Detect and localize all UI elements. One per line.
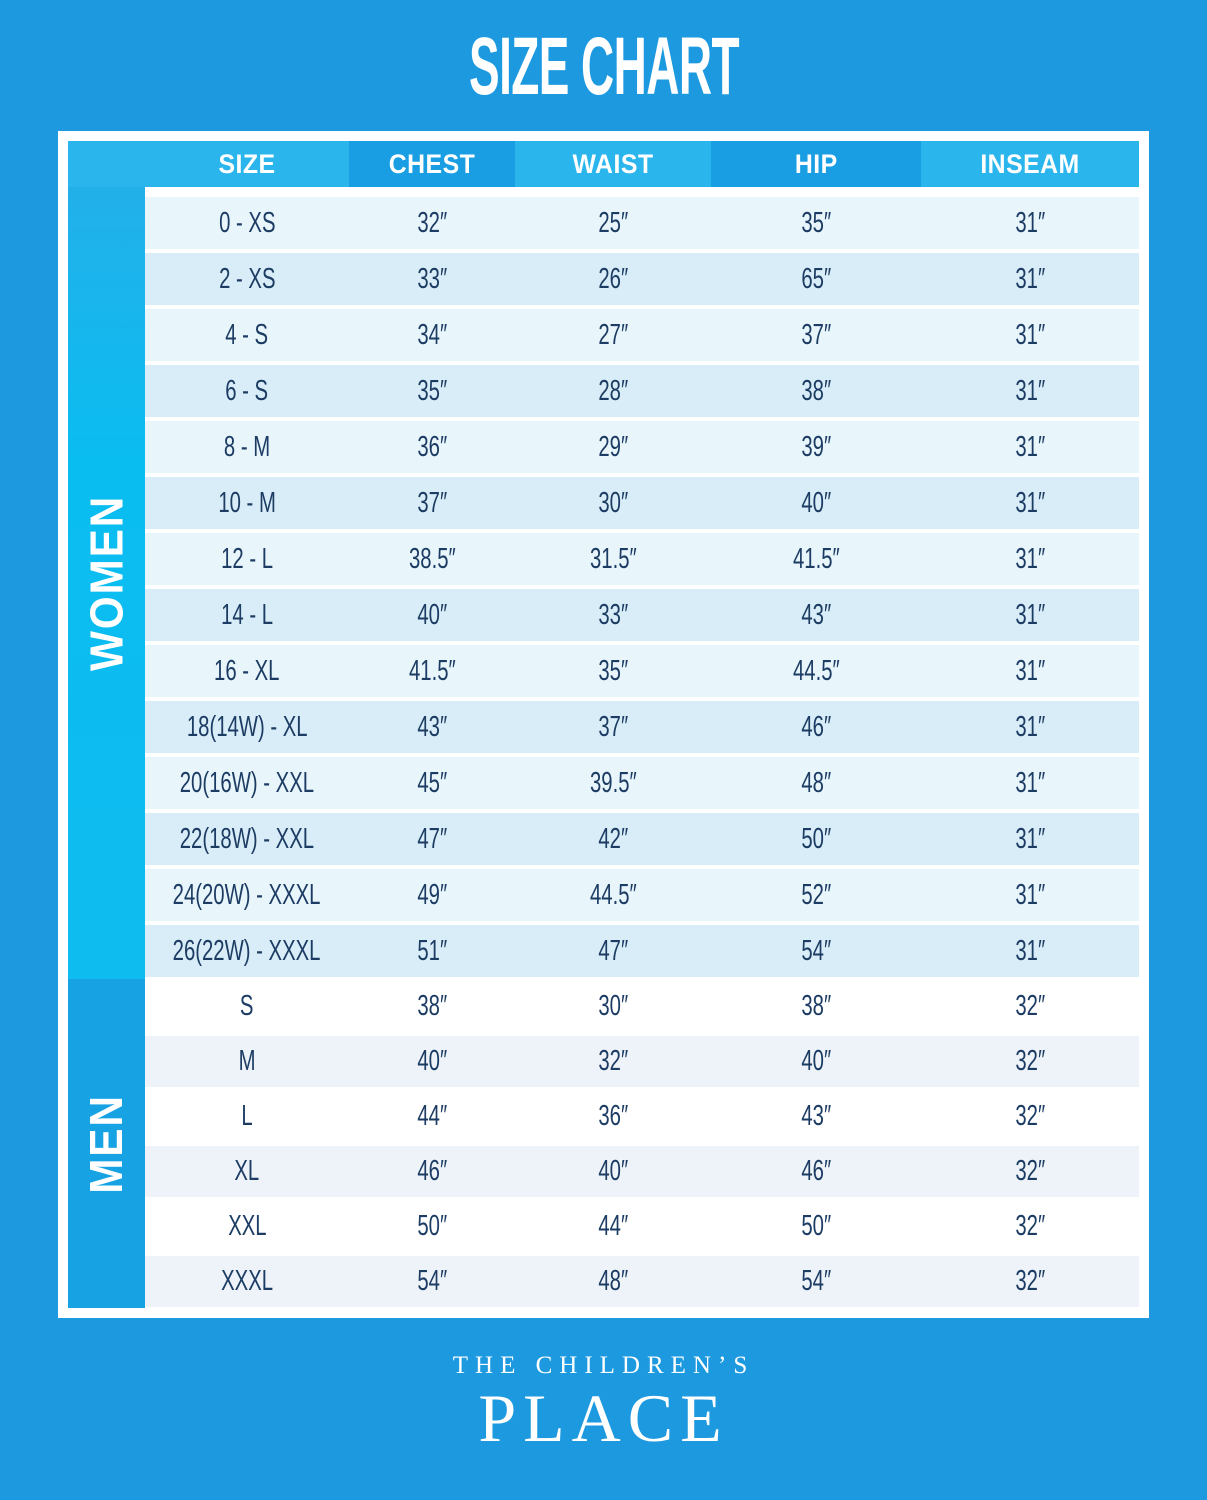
column-header-size: SIZE <box>218 148 276 179</box>
table-row <box>145 925 1139 977</box>
column-header-chest: CHEST <box>388 148 476 179</box>
table-row <box>145 869 1139 921</box>
cell-chest: 41.5″ <box>408 654 456 687</box>
table-row <box>145 533 1139 585</box>
table-inner <box>68 141 1139 1308</box>
cell-size: 0 - XS <box>218 206 276 239</box>
cell-size: 14 - L <box>221 598 273 631</box>
cell-chest: 45″ <box>417 766 447 799</box>
cell-size: 22(18W) - XXL <box>179 822 315 855</box>
table-row <box>145 757 1139 809</box>
cell-hip: 35″ <box>801 206 831 239</box>
column-header-waist: WAIST <box>572 148 654 179</box>
cell-inseam: 31″ <box>1015 710 1045 743</box>
cell-inseam: 31″ <box>1015 766 1045 799</box>
cell-size: 12 - L <box>221 542 273 575</box>
cell-size: 8 - M <box>223 430 271 463</box>
cell-hip: 46″ <box>801 710 831 743</box>
cell-inseam: 32″ <box>1015 990 1045 1022</box>
cell-hip: 38″ <box>801 990 831 1022</box>
cell-waist: 44.5″ <box>589 878 637 911</box>
cell-chest: 34″ <box>417 318 447 351</box>
cell-chest: 38″ <box>417 990 447 1022</box>
cell-hip: 48″ <box>801 766 831 799</box>
cell-hip: 65″ <box>801 262 831 295</box>
cell-chest: 46″ <box>417 1155 447 1187</box>
cell-size: XXL <box>227 1210 267 1242</box>
cell-chest: 37″ <box>417 486 447 519</box>
brand-logo-line1: THE CHILDREN’S <box>452 1352 755 1379</box>
cell-waist: 48″ <box>598 1265 628 1297</box>
table-row <box>145 1091 1139 1142</box>
cell-chest: 43″ <box>417 710 447 743</box>
cell-inseam: 31″ <box>1015 374 1045 407</box>
table-row <box>145 813 1139 865</box>
table-row <box>145 701 1139 753</box>
table-frame <box>58 131 1149 1318</box>
cell-size: XL <box>234 1155 260 1187</box>
cell-chest: 40″ <box>417 598 447 631</box>
cell-size: 2 - XS <box>218 262 276 295</box>
cell-chest: 33″ <box>417 262 447 295</box>
table-row <box>145 253 1139 305</box>
cell-size: M <box>238 1045 256 1077</box>
cell-size: 10 - M <box>218 486 276 519</box>
header-spacer <box>68 141 145 187</box>
table-row <box>145 477 1139 529</box>
cell-inseam: 31″ <box>1015 542 1045 575</box>
table-row <box>145 1146 1139 1197</box>
men-section-label: MEN <box>80 1093 133 1194</box>
cell-waist: 29″ <box>598 430 628 463</box>
cell-waist: 36″ <box>598 1100 628 1132</box>
table-row <box>145 309 1139 361</box>
cell-waist: 42″ <box>598 822 628 855</box>
cell-inseam: 32″ <box>1015 1100 1045 1132</box>
cell-hip: 54″ <box>801 934 831 967</box>
cell-size: 18(14W) - XL <box>186 710 308 743</box>
cell-waist: 25″ <box>598 206 628 239</box>
cell-inseam: 32″ <box>1015 1045 1045 1077</box>
cell-chest: 35″ <box>417 374 447 407</box>
cell-chest: 32″ <box>417 206 447 239</box>
cell-hip: 37″ <box>801 318 831 351</box>
cell-chest: 36″ <box>417 430 447 463</box>
table-row <box>145 421 1139 473</box>
cell-waist: 32″ <box>598 1045 628 1077</box>
table-row <box>145 1201 1139 1252</box>
cell-inseam: 31″ <box>1015 822 1045 855</box>
cell-inseam: 31″ <box>1015 318 1045 351</box>
table-row <box>145 1256 1139 1307</box>
cell-hip: 40″ <box>801 1045 831 1077</box>
cell-hip: 43″ <box>801 598 831 631</box>
cell-inseam: 31″ <box>1015 206 1045 239</box>
cell-waist: 44″ <box>598 1210 628 1242</box>
cell-inseam: 31″ <box>1015 934 1045 967</box>
column-header-inseam: INSEAM <box>980 148 1080 179</box>
men-section-band <box>68 979 145 1308</box>
brand-logo-line2: PLACE <box>478 1380 729 1456</box>
table-header <box>68 141 1139 187</box>
cell-inseam: 31″ <box>1015 654 1045 687</box>
cell-waist: 33″ <box>598 598 628 631</box>
cell-hip: 50″ <box>801 1210 831 1242</box>
cell-waist: 26″ <box>598 262 628 295</box>
cell-hip: 44.5″ <box>792 654 840 687</box>
table-row <box>145 645 1139 697</box>
table-body <box>145 187 1139 1308</box>
cell-hip: 54″ <box>801 1265 831 1297</box>
cell-chest: 40″ <box>417 1045 447 1077</box>
cell-size: 26(22W) - XXXL <box>173 934 321 967</box>
cell-inseam: 31″ <box>1015 878 1045 911</box>
cell-waist: 37″ <box>598 710 628 743</box>
women-section-band <box>68 187 145 979</box>
cell-waist: 27″ <box>598 318 628 351</box>
cell-size: 6 - S <box>225 374 269 407</box>
cell-waist: 31.5″ <box>589 542 637 575</box>
cell-chest: 38.5″ <box>408 542 456 575</box>
cell-size: XXXL <box>221 1265 273 1297</box>
header-cells <box>68 141 1139 187</box>
table-row <box>145 197 1139 249</box>
cell-hip: 38″ <box>801 374 831 407</box>
cell-waist: 39.5″ <box>589 766 637 799</box>
cell-size: 4 - S <box>225 318 269 351</box>
table-row <box>145 981 1139 1032</box>
cell-inseam: 31″ <box>1015 430 1045 463</box>
cell-size: 24(20W) - XXXL <box>173 878 321 911</box>
cell-hip: 39″ <box>801 430 831 463</box>
table-row <box>145 589 1139 641</box>
cell-inseam: 32″ <box>1015 1265 1045 1297</box>
cell-inseam: 32″ <box>1015 1155 1045 1187</box>
cell-chest: 47″ <box>417 822 447 855</box>
cell-inseam: 31″ <box>1015 598 1045 631</box>
cell-hip: 46″ <box>801 1155 831 1187</box>
cell-size: L <box>241 1100 253 1132</box>
page-title-wrap <box>0 21 1207 112</box>
cell-hip: 52″ <box>801 878 831 911</box>
cell-chest: 54″ <box>417 1265 447 1297</box>
cell-chest: 51″ <box>417 934 447 967</box>
cell-waist: 28″ <box>598 374 628 407</box>
cell-size: S <box>240 990 254 1022</box>
cell-size: 20(16W) - XXL <box>179 766 315 799</box>
table-row <box>145 365 1139 417</box>
cell-chest: 50″ <box>417 1210 447 1242</box>
cell-waist: 30″ <box>598 486 628 519</box>
cell-chest: 44″ <box>417 1100 447 1132</box>
table-row <box>145 1036 1139 1087</box>
column-header-hip: HIP <box>794 148 838 179</box>
cell-size: 16 - XL <box>214 654 280 687</box>
cell-waist: 30″ <box>598 990 628 1022</box>
cell-hip: 50″ <box>801 822 831 855</box>
cell-inseam: 31″ <box>1015 486 1045 519</box>
cell-inseam: 31″ <box>1015 262 1045 295</box>
cell-waist: 40″ <box>598 1155 628 1187</box>
women-section-label: WOMEN <box>80 494 133 672</box>
cell-chest: 49″ <box>417 878 447 911</box>
cell-hip: 41.5″ <box>792 542 840 575</box>
cell-waist: 47″ <box>598 934 628 967</box>
brand-logo <box>0 1352 1207 1456</box>
cell-hip: 40″ <box>801 486 831 519</box>
page-title: SIZE CHART <box>468 21 739 112</box>
cell-hip: 43″ <box>801 1100 831 1132</box>
cell-waist: 35″ <box>598 654 628 687</box>
cell-inseam: 32″ <box>1015 1210 1045 1242</box>
